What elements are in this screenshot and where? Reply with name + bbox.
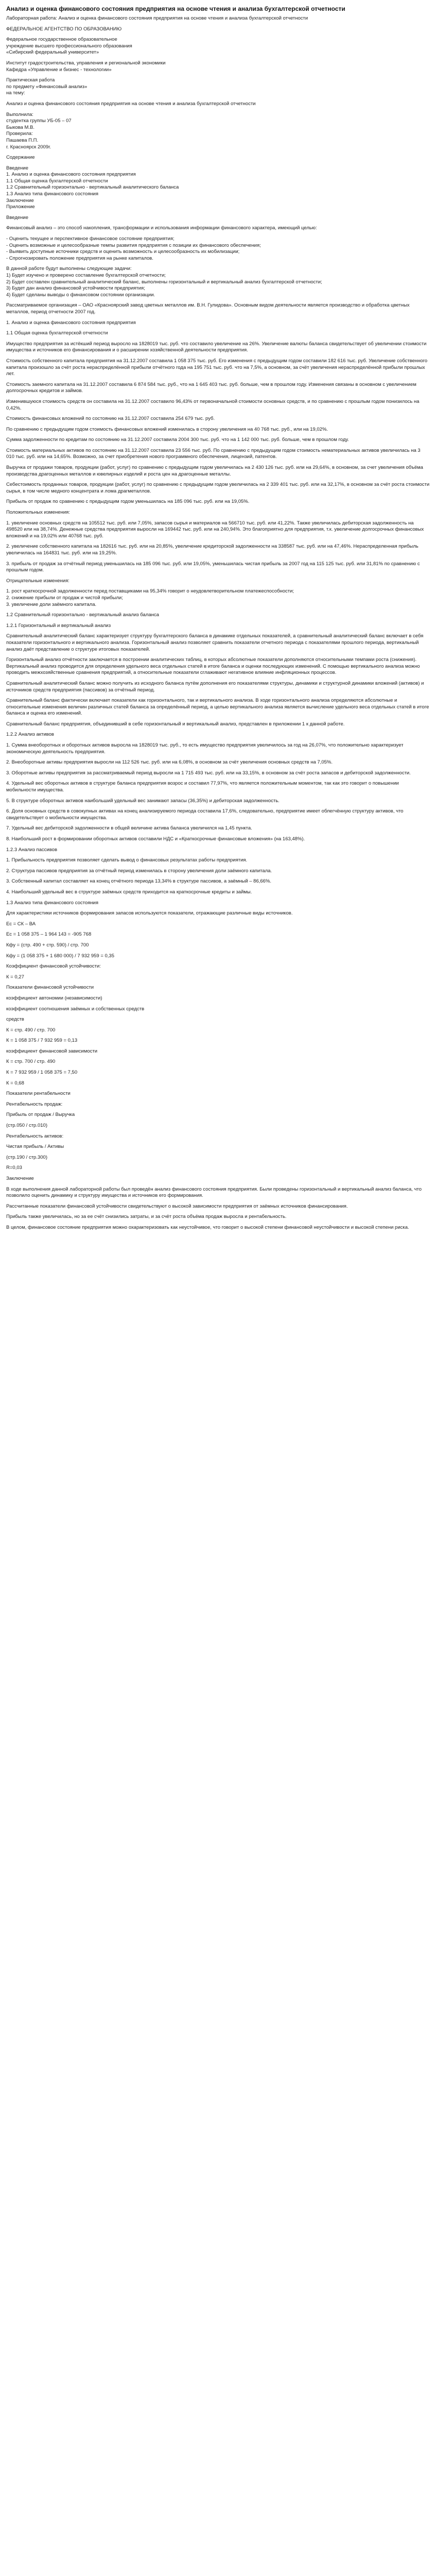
paragraph: 1.2 Сравнительный горизонтально - вертикальный анализ баланса — [6, 612, 159, 618]
paragraph: Лабораторная работа: Анализ и оценка финансового состояния предприятия на основе чтения и анализа бухгалтерской отчетности — [6, 15, 308, 21]
paragraph: Заключение — [6, 1176, 34, 1181]
paragraph: Показатели рентабельности — [6, 1091, 71, 1097]
paragraph: К = стр. 700 / стр. 490 — [6, 1059, 56, 1065]
paragraph: К = 7 932 959 / 1 058 375 = 7,50 — [6, 1070, 78, 1076]
paragraph: Себестоимость проданных товаров, продукции (работ, услуг) по сравнению с предыдущим годом увеличилась на 2 339 401 тыс. руб. или на 32,17%, в основном за счёт роста стоимости сырья, в том числе медного концентрата и лома драгметаллов. — [6, 482, 430, 494]
paragraph: Изменившуюся стоимость средств он составила на 31.12.2007 составило 96,43% от первоначальной стоимости основных средств, и по сравнению с прошлым годом понизилось на 0,42%. — [6, 398, 420, 411]
paragraph: Кфу = (стр. 490 + стр. 590) / стр. 700 — [6, 942, 89, 948]
paragraph: Ес = СК – ВА — [6, 921, 36, 927]
paragraph: Стоимость собственного капитала предприятия на 31.12.2007 составила 1 058 375 тыс. руб. Его изменения с предыдущим годом составили 182 616 тыс. руб. Увеличение собственного капитала произошло за счёт роста нераспределённой прибыли отчётного года на 195 751 тыс. руб. что на 7,5%, а основном, за счёт увеличения нераспределённой прибыли прошлых лет. — [6, 358, 428, 377]
paragraph: К = 0,27 — [6, 974, 24, 980]
paragraph: Прибыль от продаж / Выручка — [6, 1112, 75, 1118]
paragraph: Рентабельность активов: — [6, 1133, 64, 1139]
paragraph: Стоимость финансовых вложений по состоянию на 31.12.2007 составила 254 679 тыс. руб. — [6, 416, 215, 422]
paragraph: Анализ и оценка финансового состояния предприятия на основе чтения и анализа бухгалтерской отчетности — [6, 100, 256, 107]
paragraph: Прибыль от продаж по сравнению с предыдущим годом уменьшилась на 185 096 тыс. руб. или на 19,05%. — [6, 499, 250, 505]
paragraph: Рассчитанные показатели финансовой устойчивости свидетельствуют о высокой зависимости предприятия от заёмных источников финансирования. — [6, 1203, 348, 1209]
paragraph: Стоимость материальных активов по состоянию на 31.12.2007 составила 23 556 тыс. руб. По сравнению с предыдущим годом стоимость нематериальных активов увеличилась на 3 010 тыс. руб. или на 14,65%. Возможно, за счет приобретения нового программного обеспечения, лицензий, патентов. — [6, 447, 421, 460]
paragraph: 3. Оборотные активы предприятия за рассматриваемый период выросли на 1 715 493 тыс. руб. или на 33,15%, в основном за счёт роста запасов и дебиторской задолженности. — [6, 770, 411, 776]
paragraph: Сумма задолженности по кредитам по состоянию на 31.12.2007 составила 2004 300 тыс. руб. что на 1 142 000 тыс. руб. больше, чем в прошлом году. — [6, 437, 349, 443]
paragraph: Сравнительный аналитический баланс можно получить из исходного баланса путём дополнения его показателями структуры, динамики и структурной динамики вложений (активов) и источников средств предприятия (пассивов) за отчётный период. — [6, 680, 424, 693]
paragraph: Введение 1. Анализ и оценка финансового состояния предприятия 1.1 Общая оценка бухгалтерской отчетности 1.2 Сравнительный горизонтально - вертикальный аналитического баланса 1.3 Анализ типа финансового состояния Заключение Приложение — [6, 165, 179, 210]
paragraph: коэффициент финансовой зависимости — [6, 1048, 98, 1054]
paragraph: R=0,03 — [6, 1165, 22, 1171]
paragraph: 1. Анализ и оценка финансового состояния предприятия — [6, 319, 136, 326]
paragraph: - Оценить текущее и перспективное финансовое состояние предприятия; - Оценить возможные и целесообразные темпы развития предприятия с позиции их финансового обеспечения; - Выявить доступные источники средств и оценить возможность и целесообразность их мобилизации; - Спрогнозировать положение предприятия на рынке капиталов. — [6, 236, 261, 261]
paragraph: К = стр. 490 / стр. 700 — [6, 1027, 56, 1033]
paragraph: 6. Доля основных средств в совокупных активах на конец анализируемого периода составила 17,6%, следовательно, предприятие имеет облегчённую структуру активов, что свидетельствует о мобильности имущества. — [6, 808, 404, 821]
paragraph: 1. рост краткосрочной задолженности перед поставщиками на 95,34% говорит о неудовлетворительном платежеспособности; 2. снижение прибыли от продаж и чистой прибыли; 3. увеличение доли заёмного капитала. — [6, 588, 294, 607]
paragraph: Выполнила: студентка группы УБ-05 – 07 Быкова М.В. Проверила: Пашаева П.П. г. Красноярск 2009г. — [6, 111, 72, 150]
paragraph: Горизонтальный анализ отчётности заключается в построении аналитических таблиц, в которых абсолютные показатели дополняются относительными темпами роста (снижения). Вертикальный анализ проводится для определения удельного веса отдельных статей в итоге баланса и оценки последующих изменений. С помощью вертикального анализа можно проводить межхозяйственные сравнения предприятий, а относительные показатели сглаживают негативное влияние инфляционных процессов. — [6, 657, 420, 676]
paragraph: Коэффициент финансовой устойчивости: — [6, 963, 101, 970]
paragraph: Стоимость заемного капитала на 31.12.2007 составила 6 874 584 тыс. руб., что на 1 645 403 тыс. руб. больше, чем в прошлом году. Изменения связаны в основном с увеличением долгосрочных кредитов и займов. — [6, 381, 416, 394]
paragraph: коэффициент соотношения заёмных и собственных средств — [6, 1006, 145, 1012]
paragraph: Сравнительный аналитический баланс характеризует структуру бухгалтерского баланса в динамике отдельных показателей, а сравнительный аналитический баланс включает в себя показатели горизонтального и вертикального анализа. Горизонтальный анализ позволяет сравнить показатели отчетного периода с показателями прошлого периода, вертикальный анализ даёт представление о структуре итоговых показателей. — [6, 633, 424, 652]
paragraph: К = 1 058 375 / 7 932 959 = 0,13 — [6, 1038, 78, 1044]
paragraph: Рассматриваемое организация – ОАО «Красноярский завод цветных металлов им. В.Н. Гулидова». Основным видом деятельности является производство и обработка цветных металлов, период отчетности 2007 год. — [6, 302, 410, 315]
paragraph: К = 0,68 — [6, 1080, 24, 1086]
paragraph: Сравнительный баланс фактически включает показатели как горизонтального, так и вертикального анализа. В ходе горизонтального анализа определяются абсолютные и относительные изменения величин различных статей баланса за определённый период, а целью вертикального анализа является вычисление удельного веса отдельных статей в итоге баланса и оценка его изменений. — [6, 698, 429, 717]
paragraph: Сравнительный баланс предприятия, объединивший в себе горизонтальный и вертикальный анализ, представлен в приложении 1 к данной работе. — [6, 721, 345, 727]
paragraph: Выручка от продажи товаров, продукции (работ, услуг) по сравнению с предыдущим годом увеличилась на 2 430 126 тыс. руб. или на 29,64%, в основном, за счет увеличения объёма производства драгоценных металлов и ювелирных изделий и роста цен на драгоценные металлы. — [6, 465, 423, 477]
paragraph: Содержание — [6, 155, 35, 161]
paragraph: 1.3 Анализ типа финансового состояния — [6, 900, 98, 906]
paragraph: 1.1 Общая оценка бухгалтерской отчетности — [6, 330, 108, 336]
paragraph: 1.2.1 Горизонтальный и вертикальный анализ — [6, 622, 111, 629]
paragraph: средств — [6, 1016, 24, 1023]
paragraph: Прибыль также увеличилась, но за ее счёт снизились затраты, и за счёт роста объёма продаж выросла и рентабельность. — [6, 1214, 287, 1220]
paragraph: Кфу = (1 058 375 + 1 680 000) / 7 932 959 = 0,35 — [6, 953, 114, 959]
paragraph: Имущество предприятия за истёкший период выросло на 1828019 тыс. руб. что составило увеличение на 26%. Увеличение валюты баланса свидетельствует об увеличении стоимости имущества и источников его финансирования и о расширении хозяйственной деятельности предприятия. — [6, 341, 427, 353]
paragraph: Для характеристики источников формирования запасов используются показатели, отражающие различные виды источников. — [6, 910, 293, 917]
paragraph: Практическая работа по предмету «Финансовый анализ» на тему: — [6, 77, 88, 96]
paragraph: 1. увеличение основных средств на 105512 тыс. руб. или 7,05%, запасов сырья и материалов на 566710 тыс. руб. или 41,22%. Также увеличилась дебиторская задолженность на 498520 или на 38,74%. Денежные средства предприятия выросли на 169442 тыс. руб. или на 240,94%. Это благоприятно для предприятия, т.к. увеличение долгосрочных финансовых вложений и на 19,02% или 40768 тыс. руб. — [6, 520, 424, 539]
paragraph: Показатели финансовой устойчивости — [6, 985, 94, 991]
paragraph: 1.2.3 Анализ пассивов — [6, 846, 57, 853]
paragraph: 2. Структура пассивов предприятия за отчётный период изменилась в сторону увеличения доли заёмного капитала. — [6, 868, 272, 874]
paragraph: Финансовый анализ – это способ накопления, трансформации и использования информации финансового характера, имеющий целью: — [6, 225, 317, 231]
paragraph: В целом, финансовое состояние предприятия можно охарактеризовать как неустойчивое, что говорит о высокой степени финансовой неустойчивости и высокой степени риска. — [6, 1224, 409, 1230]
paragraph: 3. Собственный капитал составляет на конец отчётного периода 13,34% в структуре пассивов, а заёмный – 86,66%. — [6, 878, 272, 885]
paragraph: (стр.050 / стр.010) — [6, 1123, 47, 1129]
paragraph: 2. увеличение собственного капитала на 182616 тыс. руб. или на 20,85%, увеличение кредиторской задолженности на 338587 тыс. руб. или на 47,46%. Нераспределенная прибыль увеличилась на 164831 тыс. руб. или на 19,25%. — [6, 544, 418, 556]
paragraph: Ес = 1 058 375 – 1 964 143 = -905 768 — [6, 931, 92, 938]
paragraph: 2. Внеоборотные активы предприятия выросли на 112 526 тыс. руб. или на 6,08%, в основном за счёт увеличения основных средств на 7,05%. — [6, 759, 333, 766]
paragraph: По сравнению с предыдущим годом стоимость финансовых вложений изменилась в сторону увеличения на 40 768 тыс. руб., или на 19,02%. — [6, 426, 328, 432]
paragraph: 1.2.2 Анализ активов — [6, 732, 54, 738]
paragraph: коэффициент автономии (независимости) — [6, 995, 102, 1001]
paragraph: 8. Наибольший рост в формировании оборотных активов составили НДС и «Краткосрочные финансовые вложения» (на 163,48%). — [6, 836, 305, 842]
document-title: Анализ и оценка финансового состояния предприятия на основе чтения и анализа бухгалтерской отчетности — [6, 5, 345, 12]
paragraph: 4. Наибольший удельный вес в структуре заёмных средств приходится на краткосрочные кредиты и займы. — [6, 889, 252, 895]
paragraph: Федеральное государственное образовательное учреждение высшего профессионального образования «Сибирский федеральный университет» — [6, 37, 132, 56]
paragraph: 7. Удельный вес дебиторской задолженности в общей величине актива баланса увеличился на 1,45 пункта. — [6, 825, 252, 832]
paragraph: 3. прибыль от продаж за отчётный период уменьшилась на 185 096 тыс. руб. или 19,05%, уменьшилась чистая прибыль за 2007 год на 115 125 тыс. руб. или 31,81% по сравнению с прошлым годом. — [6, 561, 420, 573]
paragraph: В ходе выполнения данной лабораторной работы был проведён анализ финансового состояния предприятия. Были проведены горизонтальный и вертикальный анализ баланса, что позволило оценить динамику и структуру имущества и источников его формирования. — [6, 1186, 422, 1199]
paragraph: ФЕДЕРАЛЬНОЕ АГЕНТСТВО ПО ОБРАЗОВАНИЮ — [6, 26, 122, 32]
document-body — [6, 15, 430, 1231]
paragraph: Рентабельность продаж: — [6, 1101, 63, 1107]
paragraph: (стр.190 / стр.300) — [6, 1154, 47, 1160]
paragraph: 1. Сумма внеоборотных и оборотных активов выросла на 1828019 тыс. руб., то есть имущество предприятия увеличилось за год на 26,07%, что положительно характеризует экономическую деятельность предприятия. — [6, 742, 404, 755]
paragraph: 1. Прибыльность предприятия позволяет сделать вывод о финансовых результатах работы предприятия. — [6, 857, 248, 863]
paragraph: 4. Удельный вес оборотных активов в структуре баланса предприятия возрос и составил 77,97%, что является положительным моментом, так как это говорит о повышении мобильности имущества. — [6, 781, 399, 793]
paragraph: Институт градостроительства, управления и региональной экономики Кафедра «Управление и бизнес - технологии» — [6, 60, 166, 73]
paragraph: 5. В структуре оборотных активов наибольший удельный вес занимают запасы (36,35%) и дебиторская задолженность. — [6, 798, 280, 804]
paragraph: Введение — [6, 214, 29, 221]
paragraph: Отрицательные изменения: — [6, 578, 69, 584]
paragraph: Чистая прибыль / Активы — [6, 1144, 64, 1150]
paragraph: В данной работе будут выполнены следующие задачи: 1) Будет изучено и проверено составление бухгалтерской отчетности; 2) Будет составлен сравнительный аналитический баланс, выполнены горизонтальный и вертикальный анализ бухгалтерской отчетности; 3) Будет дан анализ финансовой устойчивости предприятия; 4) Будет сделаны выводы о финансовом состоянии организации. — [6, 266, 322, 298]
document — [0, 0, 436, 1243]
paragraph: Положительных изменения: — [6, 510, 70, 516]
